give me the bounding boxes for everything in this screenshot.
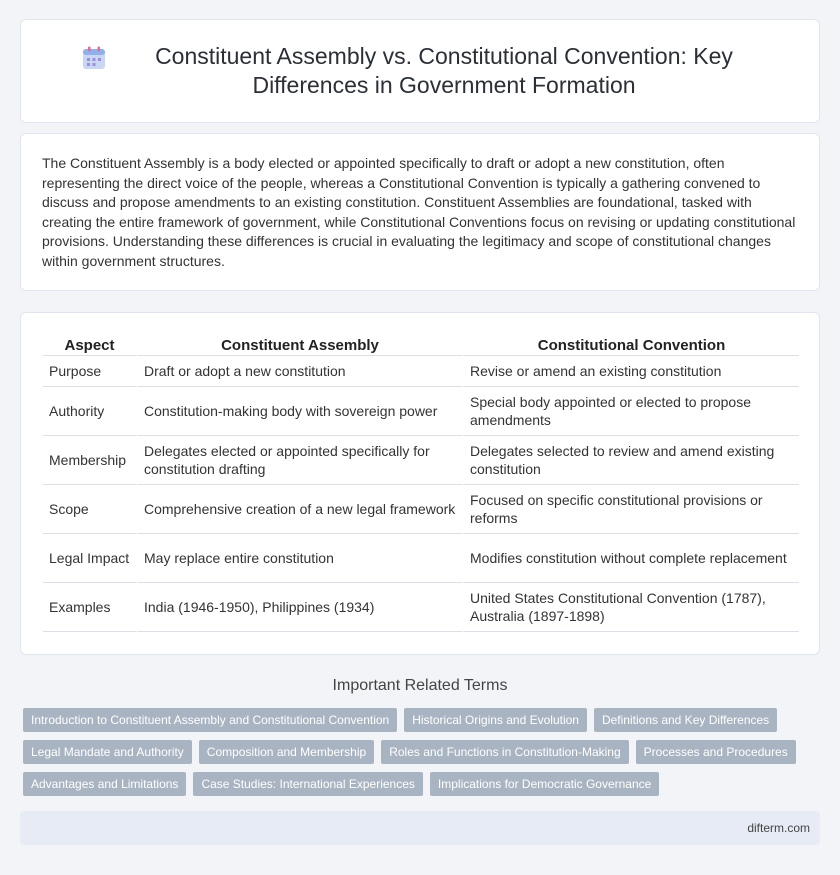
table-row — [43, 387, 799, 436]
cell-assembly: Delegates elected or appointed specifically for constitution drafting — [136, 436, 462, 485]
cell-assembly: India (1946-1950), Philippines (1934) — [136, 583, 462, 632]
tag-row — [23, 708, 823, 732]
cell-assembly: May replace entire constitution — [136, 534, 462, 583]
header-constituent-assembly: Constituent Assembly — [136, 330, 462, 356]
tag-definitions[interactable]: Definitions and Key Differences — [594, 708, 777, 732]
calendar-icon — [81, 45, 107, 71]
footer-site-link[interactable]: difterm.com — [747, 821, 810, 835]
tag-advantages[interactable]: Advantages and Limitations — [23, 772, 186, 796]
cell-convention: Focused on specific constitutional provisions or reforms — [462, 485, 799, 534]
table-row — [43, 436, 799, 485]
table-row — [43, 485, 799, 534]
tag-row — [23, 772, 823, 796]
cell-assembly: Constitution-making body with sovereign power — [136, 387, 462, 436]
comparison-table — [43, 330, 799, 632]
cell-convention: Special body appointed or elected to propose amendments — [462, 387, 799, 436]
tag-processes[interactable]: Processes and Procedures — [636, 740, 796, 764]
cell-aspect: Scope — [43, 485, 136, 534]
intro-card — [20, 133, 820, 291]
footer — [20, 811, 820, 845]
title-card — [20, 19, 820, 123]
tag-composition[interactable]: Composition and Membership — [199, 740, 374, 764]
intro-paragraph: The Constituent Assembly is a body elected or appointed specifically to draft or adopt a new constitution, often representing the direct voice of the people, whereas a Constitutional Convention is typically a gathering convened to discuss and propose amendments to an existing constitution. Constituent Assemblies are foundational, tasked with creating the entire framework of government, while Constitutional Conventions focus on revising or updating constitutional provisions. Understanding these differences is crucial in evaluating the legitimacy and scope of constitutional changes within government structures. — [42, 155, 796, 269]
table-row — [43, 534, 799, 583]
tag-roles-functions[interactable]: Roles and Functions in Constitution-Making — [381, 740, 628, 764]
header-aspect: Aspect — [43, 330, 136, 356]
cell-aspect: Membership — [43, 436, 136, 485]
related-terms-tags — [23, 708, 823, 804]
tag-legal-mandate[interactable]: Legal Mandate and Authority — [23, 740, 192, 764]
table-row — [43, 583, 799, 632]
cell-aspect: Examples — [43, 583, 136, 632]
tag-implications[interactable]: Implications for Democratic Governance — [430, 772, 659, 796]
cell-aspect: Authority — [43, 387, 136, 436]
table-row — [43, 356, 799, 387]
cell-assembly: Comprehensive creation of a new legal framework — [136, 485, 462, 534]
tag-historical-origins[interactable]: Historical Origins and Evolution — [404, 708, 587, 732]
related-terms-heading: Important Related Terms — [332, 677, 508, 694]
tag-introduction[interactable]: Introduction to Constituent Assembly and Constitutional Convention — [23, 708, 397, 732]
tag-row — [23, 740, 823, 764]
header-constitutional-convention: Constitutional Convention — [462, 330, 799, 356]
comparison-card — [20, 312, 820, 655]
cell-convention: United States Constitutional Convention (1787), Australia (1897-1898) — [462, 583, 799, 632]
tag-case-studies[interactable]: Case Studies: International Experiences — [193, 772, 422, 796]
cell-convention: Revise or amend an existing constitution — [462, 356, 799, 387]
cell-convention: Delegates selected to review and amend existing constitution — [462, 436, 799, 485]
cell-convention: Modifies constitution without complete replacement — [462, 534, 799, 583]
page-title: Constituent Assembly vs. Constitutional Convention: Key Differences in Government Formation — [155, 43, 733, 98]
cell-aspect: Purpose — [43, 356, 136, 387]
cell-assembly: Draft or adopt a new constitution — [136, 356, 462, 387]
table-header-row — [43, 330, 799, 356]
cell-aspect: Legal Impact — [43, 534, 136, 583]
